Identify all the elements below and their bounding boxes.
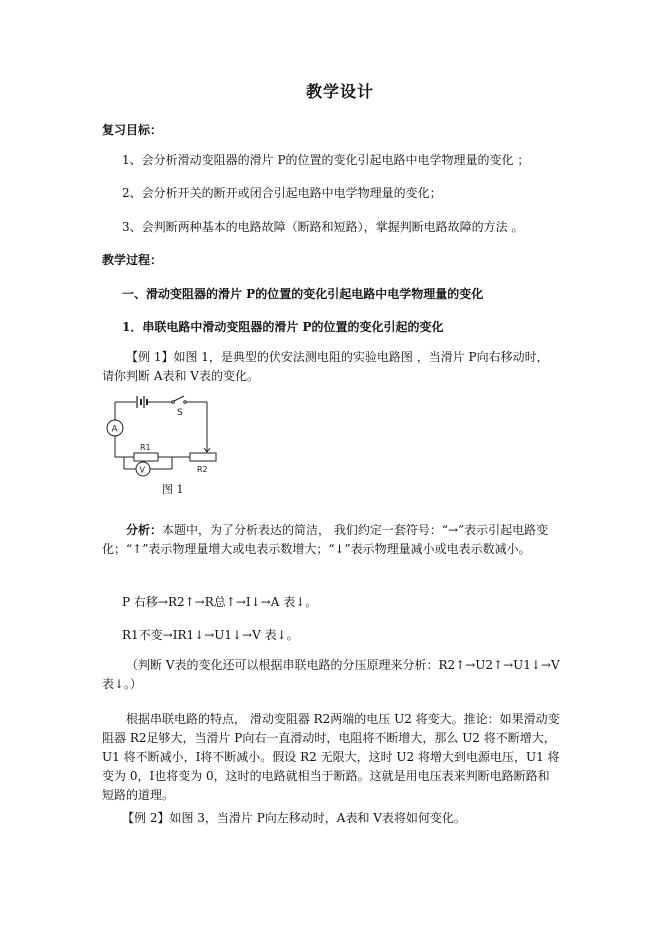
rheostat-r2: [190, 453, 216, 461]
ammeter-label: A: [111, 424, 118, 435]
review-item-1: 1、会分析滑动变阻器的滑片 P的位置的变化引起电路中电学物理量的变化 ；: [122, 153, 530, 167]
analysis-paragraph: [102, 521, 560, 559]
analysis-line-2: R1不变→IR1↓→U1↓→V 表↓。: [122, 628, 299, 642]
analysis-line-1: P 右移→R2↑→R总↑→I↓→A 表↓。: [122, 595, 318, 609]
slider-arrow: [204, 447, 210, 452]
example-2-text: 【例 2】如图 3，当滑片 P向左移动时，A表和 V表将如何变化。: [122, 811, 466, 825]
analysis-conclusion: 根据串联电路的特点， 滑动变阻器 R2两端的电压 U2 将变大。推论：如果滑动变阻器 R2足够大，当滑片 P向右一直滑动时，电阻将不断增大，那么 U2 将不断增大，U1 将不断减小，I将不断减小。假设 R2 无限大，这时 U2 将增大到电源电压，U1 将变为 0，I也将变为 0，这时的电路就相当于断路。这就是用电压表来判断电路断路和短路的道理。: [102, 712, 560, 802]
figure-1-caption: 图 1: [162, 483, 184, 496]
subsection-1-heading: 1．串联电路中滑动变阻器的滑片 P的位置的变化引起的变化: [122, 320, 444, 334]
switch-label: S: [177, 408, 183, 418]
voltmeter-label: V: [139, 465, 145, 475]
review-item-3: 3、会判断两种基本的电路故障（断路和短路），掌握判断电路故障的方法 。: [122, 220, 524, 234]
review-item-2: 2、会分析开关的断开或闭合引起电路中电学物理量的变化；: [122, 186, 442, 200]
circuit-figure-1: [100, 393, 224, 481]
switch-symbol: [172, 396, 187, 403]
process-heading: 教学过程：: [102, 253, 163, 267]
page-title: 教学设计: [306, 82, 375, 101]
review-heading: 复习目标：: [102, 123, 163, 137]
section-1-heading: 一、滑动变阻器的滑片 P的位置的变化引起电路中电学物理量的变化: [122, 287, 484, 301]
battery-symbol: [137, 396, 147, 408]
r1-label: R1: [140, 443, 151, 452]
r2-label: R2: [197, 465, 208, 474]
resistor-r1: [134, 453, 158, 461]
analysis-line-3: （判断 V表的变化还可以根据串联电路的分压原理来分析：R2↑→U2↑→U1↓→V表↓。）: [102, 658, 560, 691]
example-1-text: 【例 1】如图 1，是典型的伏安法测电阻的实验电路图 ，当滑片 P向右移动时，请你判断 A表和 V表的变化。: [102, 350, 549, 383]
analysis-text: 本题中，为了分析表达的简洁， 我们约定一套符号：“→”表示引起电路变化；“↑”表示物理量增大或电表示数增大；“↓”表示物理量减小或电表示数减小。: [102, 523, 549, 556]
analysis-label: 分析：: [126, 523, 163, 537]
